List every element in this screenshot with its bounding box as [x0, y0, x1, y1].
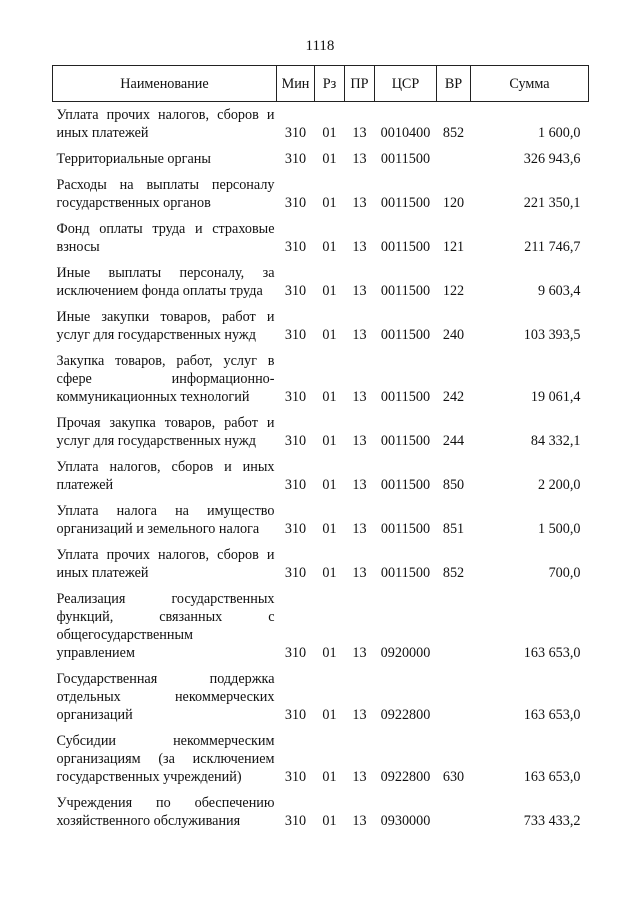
cell-csr: 0010400	[380, 125, 431, 141]
table-row	[53, 450, 589, 494]
cell-pr: 13	[352, 151, 367, 167]
header-rz: Рз	[315, 66, 345, 102]
cell-sum: 211 746,7	[524, 239, 581, 255]
cell-vr	[437, 142, 471, 168]
table-row	[53, 538, 589, 582]
cell-min: 310	[284, 389, 307, 405]
cell-vr: 852	[442, 125, 465, 141]
cell-rz: 01	[322, 433, 337, 449]
cell-csr: 0011500	[380, 151, 431, 167]
cell-vr: 122	[442, 283, 465, 299]
cell-rz: 01	[322, 389, 337, 405]
table-body	[53, 102, 589, 831]
cell-pr: 13	[352, 433, 367, 449]
cell-name: Иные выплаты персоналу, за исключением фонда оплаты труда	[56, 265, 275, 299]
cell-sum: 326 943,6	[523, 151, 581, 167]
table-row	[53, 300, 589, 344]
cell-vr: 240	[442, 327, 465, 343]
cell-rz: 01	[322, 195, 337, 211]
budget-table	[52, 65, 589, 830]
cell-sum: 9 603,4	[537, 283, 581, 299]
cell-pr: 13	[352, 389, 367, 405]
header-min: Мин	[277, 66, 315, 102]
cell-vr: 852	[442, 565, 465, 581]
table-header	[53, 66, 589, 102]
cell-name: Закупка товаров, работ, услуг в сфере информационно-коммуникационных технологий	[56, 353, 275, 405]
cell-vr: 630	[442, 769, 465, 785]
cell-sum: 163 653,0	[523, 707, 581, 723]
cell-sum: 84 332,1	[530, 433, 581, 449]
cell-rz: 01	[322, 769, 337, 785]
cell-csr: 0011500	[380, 239, 431, 255]
cell-csr: 0011500	[380, 389, 431, 405]
cell-min: 310	[284, 707, 307, 723]
cell-min: 310	[284, 239, 307, 255]
cell-csr: 0011500	[380, 521, 431, 537]
cell-rz: 01	[322, 283, 337, 299]
cell-min: 310	[284, 813, 307, 829]
cell-vr: 244	[442, 433, 465, 449]
cell-vr	[437, 786, 471, 830]
cell-name: Учреждения по обеспечению хозяйственного обслуживания	[56, 795, 275, 829]
cell-min: 310	[284, 125, 307, 141]
cell-min: 310	[284, 283, 307, 299]
cell-csr: 0011500	[380, 327, 431, 343]
cell-sum: 221 350,1	[523, 195, 581, 211]
cell-csr: 0011500	[380, 565, 431, 581]
cell-rz: 01	[322, 645, 337, 661]
cell-sum: 19 061,4	[530, 389, 581, 405]
cell-pr: 13	[352, 195, 367, 211]
cell-name: Уплата налогов, сборов и иных платежей	[56, 459, 275, 493]
cell-pr: 13	[352, 565, 367, 581]
header-csr: ЦСР	[375, 66, 437, 102]
cell-min: 310	[284, 151, 307, 167]
cell-pr: 13	[352, 125, 367, 141]
header-sum: Сумма	[471, 66, 589, 102]
cell-min: 310	[284, 327, 307, 343]
cell-name: Расходы на выплаты персоналу государственных органов	[56, 177, 275, 211]
cell-vr: 242	[442, 389, 465, 405]
cell-csr: 0011500	[380, 283, 431, 299]
table-row	[53, 582, 589, 662]
cell-sum: 1 600,0	[537, 125, 581, 141]
table-row	[53, 662, 589, 724]
cell-min: 310	[284, 769, 307, 785]
cell-pr: 13	[352, 477, 367, 493]
table-row	[53, 724, 589, 786]
cell-sum: 700,0	[548, 565, 581, 581]
cell-rz: 01	[322, 521, 337, 537]
cell-csr: 0011500	[380, 477, 431, 493]
cell-name: Прочая закупка товаров, работ и услуг для государственных нужд	[56, 415, 275, 449]
header-pr: ПР	[345, 66, 375, 102]
cell-min: 310	[284, 195, 307, 211]
cell-vr: 850	[442, 477, 465, 493]
table-row	[53, 142, 589, 168]
cell-name: Фонд оплаты труда и страховые взносы	[56, 221, 275, 255]
cell-csr: 0922800	[380, 769, 431, 785]
table-row	[53, 494, 589, 538]
cell-min: 310	[284, 521, 307, 537]
cell-pr: 13	[352, 645, 367, 661]
cell-pr: 13	[352, 769, 367, 785]
cell-name: Уплата прочих налогов, сборов и иных платежей	[56, 107, 275, 141]
cell-sum: 163 653,0	[523, 645, 581, 661]
cell-csr: 0011500	[380, 433, 431, 449]
table-row	[53, 256, 589, 300]
cell-vr	[437, 582, 471, 662]
cell-rz: 01	[322, 239, 337, 255]
cell-csr: 0011500	[380, 195, 431, 211]
cell-pr: 13	[352, 707, 367, 723]
cell-vr: 120	[442, 195, 465, 211]
cell-name: Государственная поддержка отдельных некоммерческих организаций	[56, 671, 275, 723]
cell-min: 310	[284, 433, 307, 449]
cell-min: 310	[284, 645, 307, 661]
header-vr: ВР	[437, 66, 471, 102]
cell-csr: 0922800	[380, 707, 431, 723]
cell-rz: 01	[322, 327, 337, 343]
cell-vr	[437, 662, 471, 724]
cell-name: Уплата налога на имущество организаций и земельного налога	[56, 503, 275, 537]
cell-name: Уплата прочих налогов, сборов и иных платежей	[56, 547, 275, 581]
cell-csr: 0930000	[380, 813, 431, 829]
cell-name: Субсидии некоммерческим организациям (за исключением государственных учреждений)	[56, 733, 275, 785]
cell-sum: 733 433,2	[523, 813, 581, 829]
cell-rz: 01	[322, 125, 337, 141]
table-row	[53, 168, 589, 212]
table-row	[53, 212, 589, 256]
cell-min: 310	[284, 477, 307, 493]
table-row	[53, 102, 589, 143]
header-row	[53, 66, 589, 102]
table-row	[53, 344, 589, 406]
cell-pr: 13	[352, 239, 367, 255]
cell-rz: 01	[322, 565, 337, 581]
cell-sum: 2 200,0	[537, 477, 581, 493]
cell-rz: 01	[322, 151, 337, 167]
cell-pr: 13	[352, 327, 367, 343]
cell-pr: 13	[352, 521, 367, 537]
cell-csr: 0920000	[380, 645, 431, 661]
cell-rz: 01	[322, 813, 337, 829]
cell-rz: 01	[322, 707, 337, 723]
cell-name: Территориальные органы	[56, 151, 211, 167]
cell-min: 310	[284, 565, 307, 581]
table-row	[53, 406, 589, 450]
cell-sum: 103 393,5	[523, 327, 581, 343]
cell-vr: 851	[442, 521, 465, 537]
cell-name: Реализация государственных функций, связанных с общегосударственным управлением	[56, 591, 275, 661]
cell-sum: 1 500,0	[537, 521, 581, 537]
table-row	[53, 786, 589, 830]
cell-vr: 121	[442, 239, 465, 255]
cell-sum: 163 653,0	[523, 769, 581, 785]
page-number: 1118	[305, 38, 335, 54]
cell-rz: 01	[322, 477, 337, 493]
header-name: Наименование	[53, 66, 277, 102]
cell-pr: 13	[352, 813, 367, 829]
cell-pr: 13	[352, 283, 367, 299]
cell-name: Иные закупки товаров, работ и услуг для государственных нужд	[56, 309, 275, 343]
